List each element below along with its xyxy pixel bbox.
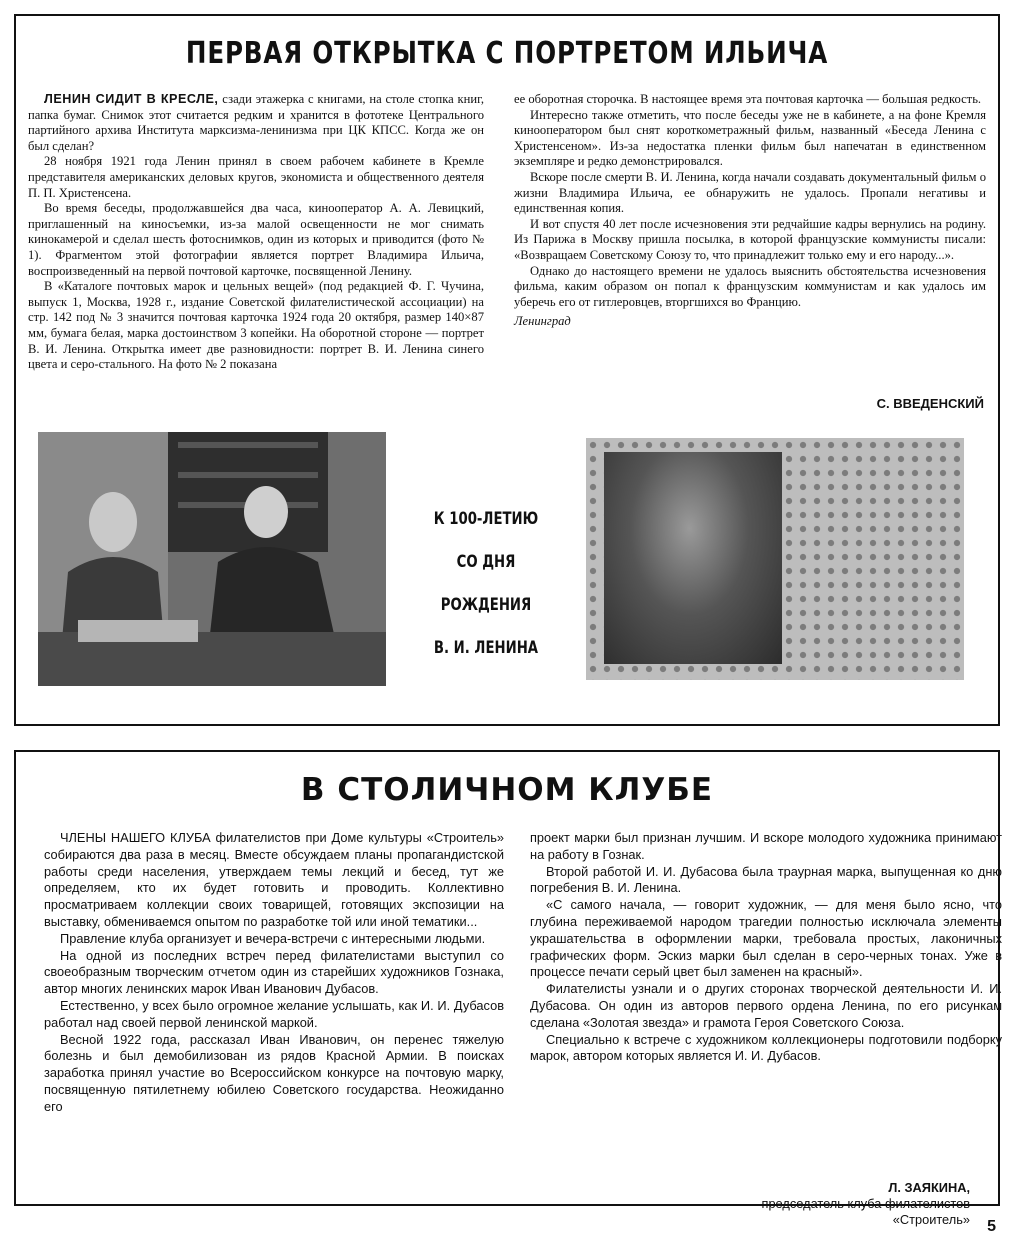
paragraph: На одной из последних встреч перед филателистами выступил со своеобразным творческим отчетом один из старейших художников Гознака, автор многих ленинских марок Иван Иванович Дубасов. <box>44 947 504 997</box>
anniversary-caption: К 100-ЛЕТИЮ СО ДНЯ РОЖДЕНИЯ В. И. ЛЕНИНА <box>433 509 539 658</box>
lead-in: ЛЕНИН СИДИТ В КРЕСЛЕ, <box>44 92 219 106</box>
photo-lenin-meeting <box>38 432 386 686</box>
paragraph: проект марки был признан лучшим. И вскоре молодого художника принимают на работу в Гознак. <box>530 830 1002 862</box>
author-signature: Л. ЗАЯКИНА, председатель клуба филателистов «Строитель» <box>761 1180 970 1227</box>
paragraph: Во время беседы, продолжавшейся два часа, кинооператор А. А. Левицкий, приглашенный на киносъемки, из-за малой освещенности не мог снимать кинокамерой и сделал шесть фотоснимков, один из которых и приводится (фото № 1). Фрагментом этой фотографии является портрет Владимира Ильича, воспроизведенный на первой почтовой карточке, посвященной Ленину. <box>28 201 484 278</box>
paragraph: Правление клуба организует и вечера-встречи с интересными людьми. <box>60 930 486 946</box>
article-frame-capital-club <box>14 750 1002 1227</box>
paragraph: Естественно, у всех было огромное желание услышать, как И. И. Дубасов работал над своей первой ленинской маркой. <box>44 997 504 1030</box>
paragraph: Специально к встрече с художником коллекционеры подготовили подборку марок, автором которых является И. И. Дубасов. <box>530 1031 1002 1064</box>
paragraph: «С самого начала, — говорит художник, — для меня было ясно, что глубина переживаемой народом трагедии полностью исключала элементы украшательства в оформлении марки, требовала простых, лаконичных графических форм. Эскиз марки был сделан в серо-черных тонах. Уже в процессе печати серый цвет был заменен на красный». <box>530 897 1002 980</box>
paragraph: Второй работой И. И. Дубасова была траурная марка, выпущенная ко дню погребения В. И. Ленина. <box>530 863 1002 896</box>
paragraph: Однако до настоящего времени не удалось выяснить обстоятельства исчезновения фильма, каким образом он попал к французским коммунистам и как удалось им уберечь его от гитлеровцев, вторгшихся во Францию. <box>514 263 986 309</box>
article-column-left <box>28 92 484 373</box>
paragraph: Интересно также отметить, что после беседы уже не в кабинете, а на фоне Кремля кинооператором был снят короткометражный фильм, названный «Беседа Ленина с Христенсеном». Из-за недостатка пленки фильм был напечатан в единственном экземпляре и редко демонстрировался. <box>514 107 986 169</box>
article-title: ПЕРВАЯ ОТКРЫТКА С ПОРТРЕТОМ ИЛЬИЧА <box>185 36 829 71</box>
photo-illustration <box>38 432 386 686</box>
paragraph: Весной 1922 года, рассказал Иван Иванович, он перенес тяжелую болезнь и был демобилизован из рядов Красной Армии. В поисках заработка принял участие во Всероссийском конкурсе на почтовую марку, посвященную пятилетнему юбилею Советского государства. Неожиданно его <box>44 1031 504 1114</box>
lead-in: ЧЛЕНЫ НАШЕГО КЛУБА <box>60 830 211 845</box>
paragraph: ЛЕНИН СИДИТ В КРЕСЛЕ, сзади этажерка с книгами, на столе стопка книг, папка бумаг. Снимок этот считается редким и хранится в фототеке Центрального партийного архива Института марксизма-ленинизма при ЦК КПСС. Когда же он был сделан? <box>28 92 485 153</box>
photo-postcard-reverse <box>586 438 964 680</box>
paragraph: И вот спустя 40 лет после исчезновения эти редчайшие кадры вернулись на родину. Из Парижа в Москву пришла посылка, в которой французские коммунисты писали: «Возвращаем Советскому Союзу то, что принадлежит только ему и его народу...». <box>514 216 986 262</box>
author-signature: С. ВВЕДЕНСКИЙ <box>876 396 984 411</box>
article-column-right <box>514 92 986 330</box>
paragraph: Вскоре после смерти В. И. Ленина, когда начали создавать документальный фильм о жизни Владимира Ильича, ее обнаружить не удалось. Пропали негативы и единственная копия. <box>514 169 986 216</box>
city-line: Ленинград <box>514 314 571 329</box>
paragraph: ее оборотная сторочка. В настоящее время эта почтовая карточка — большая редкость. <box>514 92 982 106</box>
paragraph: Филателисты узнали и о других сторонах творческой деятельности И. И. Дубасова. Он один из авторов первого ордена Ленина, по его рисункам сделана «Золотая звезда» и грамота Героя Советского Союза. <box>530 981 1002 1030</box>
paragraph: В «Каталоге почтовых марок и цельных вещей» (под редакцией Ф. Г. Чучина, выпуск 1, Москва, 1928 г., издание Советской филателистической ассоциации) на стр. 142 под № 3 значится почтовая карточка 1924 года 20 октября, размер 140×87 мм, бумага белая, марка достоинством 3 копейки. На оборотной стороне — портрет В. И. Ленина. Открытка имеет две разновидности: портрет В. И. Ленина синего цвета и серо-стального. На фото № 2 показана <box>28 279 484 372</box>
article-column-right <box>530 830 1002 1065</box>
page-number: 5 <box>987 1218 996 1235</box>
article-title: В СТОЛИЧНОМ КЛУБЕ <box>300 772 714 808</box>
portrait-inset <box>604 452 782 664</box>
paragraph: 28 ноября 1921 года Ленин принял в своем рабочем кабинете в Кремле представителя американских деловых кругов, экономиста и общественного деятеля П. П. Христенсена. <box>28 154 484 200</box>
article-column-left <box>44 830 504 1116</box>
paragraph: ЧЛЕНЫ НАШЕГО КЛУБА филателистов при Доме культуры «Строитель» собираются два раза в месяц. Вместе обсуждаем планы пропагандистской работы среди населения, утверждаем темы лекций и бесед, тут же определяем, кто их будет готовить и проводить. Коллективно просматриваем коллекции своих товарищей, готовящих экспозиции на выставку, обмениваемся опытом по разработке той или иной тематики... <box>44 830 505 929</box>
